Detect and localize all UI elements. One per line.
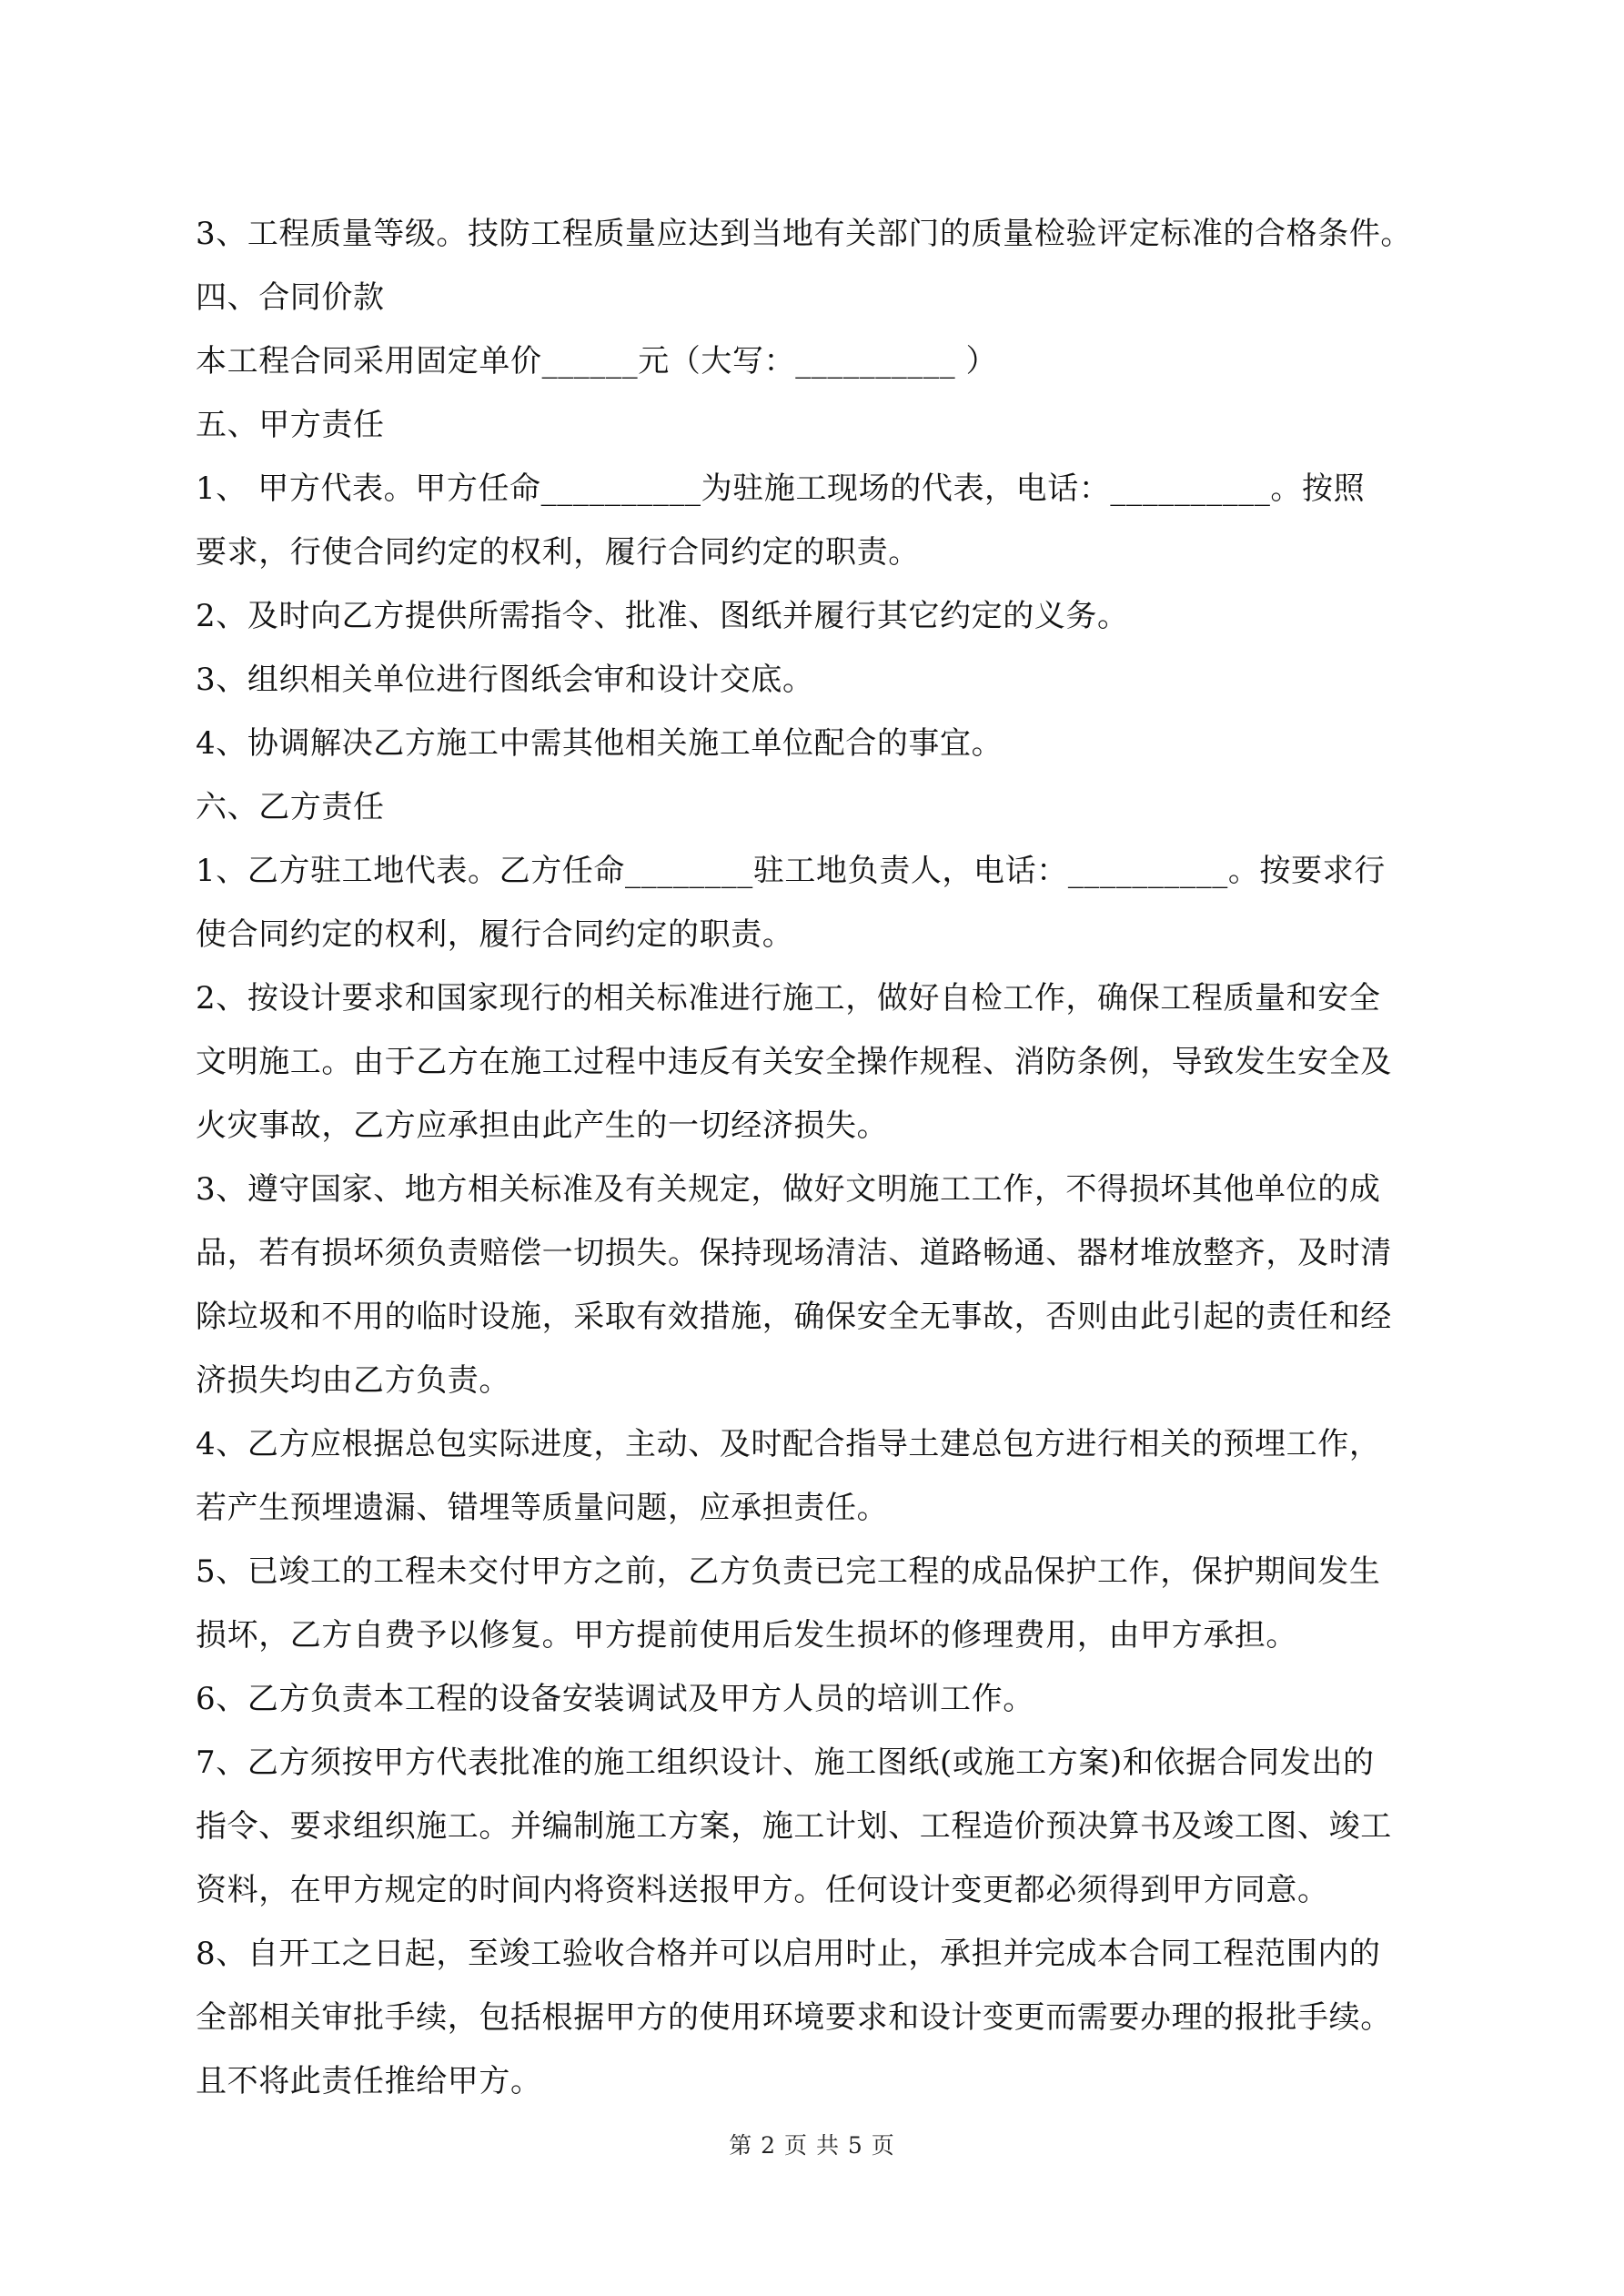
- text-line: 火灾事故，乙方应承担由此产生的一切经济损失。: [196, 1108, 889, 1144]
- text-line: 4、乙方应根据总包实际进度，主动、及时配合指导土建总包方进行相关的预埋工作，: [196, 1426, 1381, 1462]
- text-line: 1、 甲方代表。甲方任命__________为驻施工现场的代表，电话：__________。按照: [196, 470, 1366, 507]
- text-line: 3、遵守国家、地方相关标准及有关规定，做好文明施工工作，不得损坏其他单位的成: [196, 1171, 1381, 1208]
- text-line: 5、已竣工的工程未交付甲方之前，乙方负责已完工程的成品保护工作，保护期间发生: [196, 1553, 1381, 1590]
- text-line: 且不将此责任推给甲方。: [196, 2063, 542, 2099]
- text-line: 要求，行使合同约定的权利，履行合同约定的职责。: [196, 534, 920, 571]
- text-line: 济损失均由乙方负责。: [196, 1362, 510, 1399]
- text-line: 文明施工。由于乙方在施工过程中违反有关安全操作规程、消防条例，导致发生安全及: [196, 1044, 1392, 1080]
- section-heading: 六、乙方责任: [196, 789, 385, 825]
- text-line: 品，若有损坏须负责赔偿一切损失。保持现场清洁、道路畅通、器材堆放整齐，及时清: [196, 1235, 1392, 1271]
- page-number: 第 2 页 共 5 页: [729, 2132, 895, 2159]
- text-line: 2、及时向乙方提供所需指令、批准、图纸并履行其它约定的义务。: [196, 598, 1129, 634]
- text-line: 1、乙方驻工地代表。乙方任命________驻工地负责人，电话：__________。按要求行: [196, 853, 1386, 889]
- document-body: [196, 202, 1442, 2113]
- text-line: 若产生预埋遗漏、错埋等质量问题，应承担责任。: [196, 1490, 889, 1526]
- text-line: 除垃圾和不用的临时设施，采取有效措施，确保安全无事故，否则由此引起的责任和经: [196, 1299, 1392, 1335]
- text-line: 3、工程质量等级。技防工程质量应达到当地有关部门的质量检验评定标准的合格条件。: [196, 216, 1413, 252]
- text-line: 3、组织相关单位进行图纸会审和设计交底。: [196, 662, 814, 698]
- text-line: 全部相关审批手续，包括根据甲方的使用环境要求和设计变更而需要办理的报批手续。: [196, 1999, 1392, 2036]
- text-line: 7、乙方须按甲方代表批准的施工组织设计、施工图纸(或施工方案)和依据合同发出的: [196, 1745, 1375, 1781]
- text-line: 指令、要求组织施工。并编制施工方案，施工计划、工程造价预决算书及竣工图、竣工: [196, 1808, 1392, 1845]
- section-heading: 五、甲方责任: [196, 407, 385, 443]
- text-line: 使合同约定的权利，履行合同约定的职责。: [196, 916, 794, 953]
- text-line: 2、按设计要求和国家现行的相关标准进行施工，做好自检工作，确保工程质量和安全: [196, 980, 1381, 1017]
- text-line: 资料，在甲方规定的时间内将资料送报甲方。任何设计变更都必须得到甲方同意。: [196, 1872, 1329, 1908]
- text-line: 损坏，乙方自费予以修复。甲方提前使用后发生损坏的修理费用，由甲方承担。: [196, 1617, 1297, 1654]
- text-line: 本工程合同采用固定单价______元（大写：__________ ）: [196, 343, 998, 379]
- section-heading: 四、合同价款: [196, 279, 385, 316]
- text-line: 6、乙方负责本工程的设备安装调试及甲方人员的培训工作。: [196, 1681, 1034, 1717]
- text-line: 8、自开工之日起，至竣工验收合格并可以启用时止，承担并完成本合同工程范围内的: [196, 1936, 1381, 1972]
- text-line: 4、协调解决乙方施工中需其他相关施工单位配合的事宜。: [196, 725, 1004, 762]
